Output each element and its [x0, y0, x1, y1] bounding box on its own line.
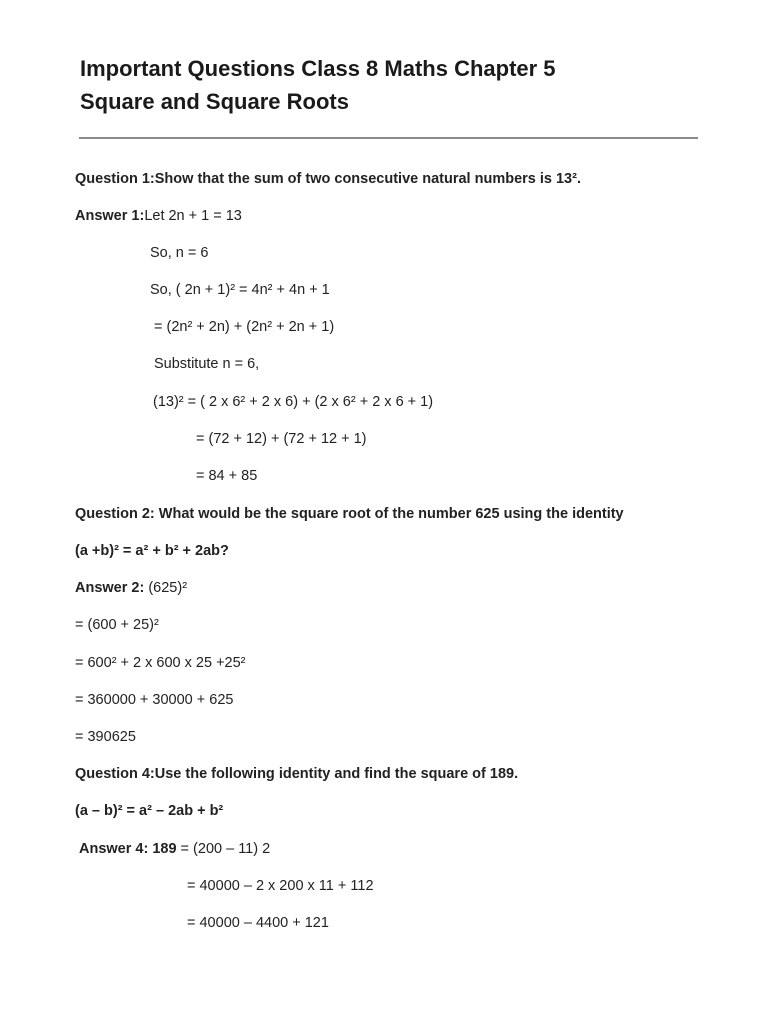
answer-4-first-step: = (200 – 11) 2 — [176, 841, 271, 857]
page-title-line-2: Square and Square Roots — [80, 89, 349, 114]
question-4-text: Question 4:Use the following identity and find the square of 189. — [75, 766, 519, 782]
question-2-text: Question 2: What would be the square root of the number 625 using the identity — [75, 506, 624, 522]
answer-1-step: So, n = 6 — [150, 245, 209, 261]
answer-1-step: = 84 + 85 — [196, 468, 258, 484]
answer-1-step: = (72 + 12) + (72 + 12 + 1) — [196, 431, 367, 447]
answer-2-label: Answer 2: — [75, 580, 145, 596]
answer-1-line — [75, 207, 242, 225]
page-title-line-1: Important Questions Class 8 Maths Chapter 5 — [80, 56, 556, 81]
answer-4-label: Answer 4: 189 — [79, 841, 177, 857]
answer-1-step: (13)² = ( 2 x 6² + 2 x 6) + (2 x 6² + 2 x 6 + 1) — [153, 394, 434, 410]
question-1-text: Question 1:Show that the sum of two consecutive natural numbers is 13². — [75, 171, 581, 187]
answer-4-step: = 40000 – 4400 + 121 — [187, 915, 329, 931]
answer-2-step: = 360000 + 30000 + 625 — [75, 692, 234, 708]
question-4-identity: (a – b)² = a² – 2ab + b² — [75, 803, 224, 819]
question-2-identity: (a +b)² = a² + b² + 2ab? — [75, 543, 229, 559]
answer-2-first-step: (625)² — [144, 580, 188, 596]
answer-1-step: So, ( 2n + 1)² = 4n² + 4n + 1 — [150, 282, 330, 298]
answer-2-step: = (600 + 25)² — [75, 617, 159, 633]
answer-2-line — [75, 579, 187, 597]
answer-1-first-step: Let 2n + 1 = 13 — [144, 208, 242, 224]
answer-4-line — [79, 840, 270, 858]
answer-1-step: = (2n² + 2n) + (2n² + 2n + 1) — [154, 319, 335, 335]
answer-1-label: Answer 1: — [75, 208, 145, 224]
answer-4-step: = 40000 – 2 x 200 x 11 + 112 — [187, 878, 374, 894]
answer-2-step: = 390625 — [75, 729, 136, 745]
answer-2-step: = 600² + 2 x 600 x 25 +25² — [75, 655, 246, 671]
answer-1-step: Substitute n = 6, — [154, 356, 260, 372]
title-divider — [79, 137, 698, 139]
